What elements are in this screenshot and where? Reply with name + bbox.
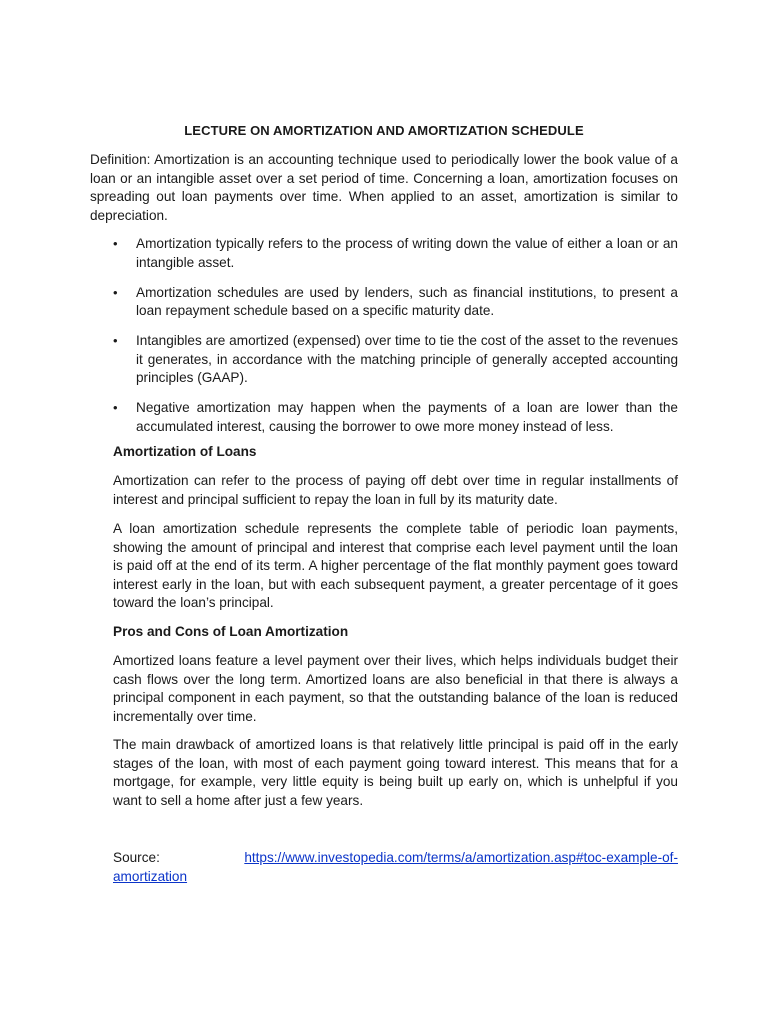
section-heading-loans: Amortization of Loans	[113, 444, 257, 459]
bullet-icon: •	[113, 333, 118, 348]
pros-cons-paragraph-1: Amortized loans feature a level payment over their lives, which helps individuals budget their cash flows over the long term. Amortized loans are also beneficial in that there is always a principal component in each payment, so that the outstanding balance of the loan is reduced incrementally over time.	[113, 653, 678, 724]
bullet-icon: •	[113, 400, 118, 415]
source-citation	[113, 849, 678, 886]
loans-paragraph-2: A loan amortization schedule represents the complete table of periodic loan payments, showing the amount of principal and interest that comprise each level payment until the loan is paid off at the end of its term. A higher percentage of the flat monthly payment goes toward interest early in the loan, but with each subsequent payment, a greater percentage of it goes toward the loan’s principal.	[113, 521, 678, 610]
loans-paragraph-1: Amortization can refer to the process of paying off debt over time in regular installments of interest and principal sufficient to repay the loan in full by its maturity date.	[113, 473, 678, 507]
list-item-text: Amortization schedules are used by lenders, such as financial institutions, to present a loan repayment schedule based on a specific maturity date.	[136, 284, 678, 318]
key-points-list	[113, 235, 678, 448]
source-link-continued[interactable]: amortization	[113, 868, 188, 884]
list-item	[113, 284, 678, 321]
definition-paragraph: Definition: Amortization is an accounting technique used to periodically lower the book value of a loan or an intangible asset over a set period of time. Concerning a loan, amortization focuses on spreading out loan payments over time. When applied to an asset, amortization is similar to depreciation.	[90, 152, 678, 223]
pros-cons-paragraph-2: The main drawback of amortized loans is that relatively little principal is paid off in the early stages of the loan, with most of each payment going toward interest. This means that for a mortgage, for example, very little equity is being built up early on, which is unhelpful if you want to sell a home after just a few years.	[113, 737, 678, 808]
source-link[interactable]: https://www.investopedia.com/terms/a/amortization.asp#toc-example-of-	[244, 850, 678, 865]
bullet-icon: •	[113, 284, 118, 300]
list-item-text: Intangibles are amortized (expensed) over time to tie the cost of the asset to the revenues it generates, in accordance with the matching principle of generally accepted accounting principles (GAAP).	[136, 333, 678, 385]
source-label: Source:	[113, 850, 160, 865]
list-item-text: Amortization typically refers to the process of writing down the value of either a loan or an intangible asset.	[136, 236, 678, 270]
list-item-text: Negative amortization may happen when the payments of a loan are lower than the accumulated interest, causing the borrower to owe more money instead of less.	[136, 400, 678, 434]
list-item	[113, 332, 678, 388]
page-title: LECTURE ON AMORTIZATION AND AMORTIZATION SCHEDULE	[184, 123, 584, 138]
section-heading-pros-cons: Pros and Cons of Loan Amortization	[113, 624, 349, 639]
list-item	[113, 235, 678, 272]
list-item	[113, 399, 678, 436]
bullet-icon: •	[113, 236, 118, 251]
